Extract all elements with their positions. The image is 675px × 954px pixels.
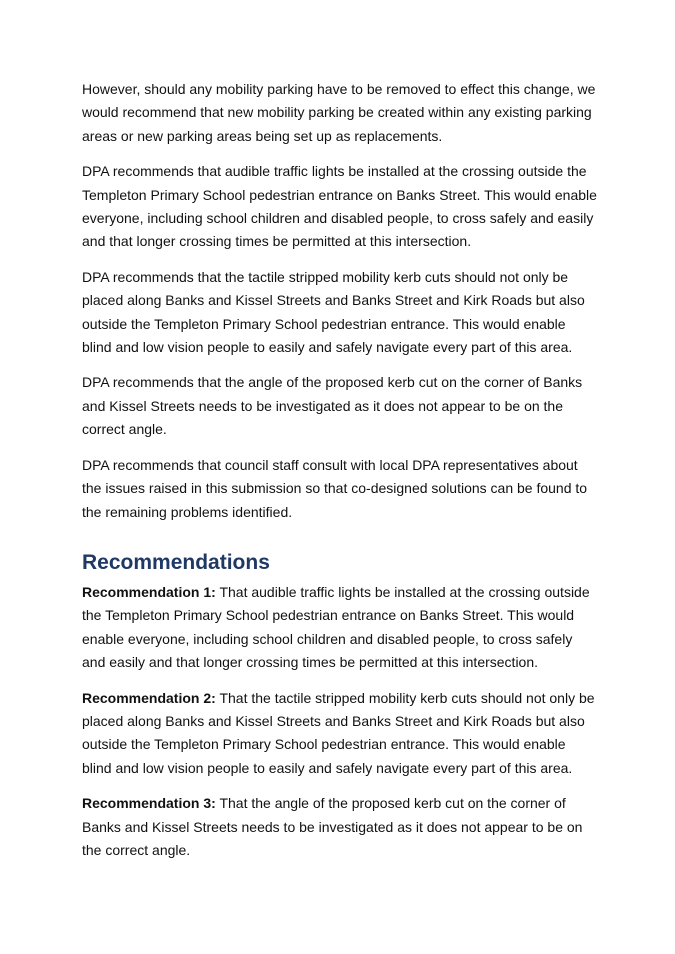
paragraph-mobility-parking: However, should any mobility parking have to be removed to effect this change, we would recommend that new mobility parking be created within any existing parking areas or new parking areas being set up as replacements. — [82, 81, 596, 144]
recommendation-3-text: That the angle of the proposed kerb cut on the corner of Banks and Kissel Streets needs to be investigated as it does not appear to be on the correct angle. — [82, 795, 583, 858]
recommendation-1 — [82, 581, 597, 675]
paragraph-kerb-cut-angle: DPA recommends that the angle of the proposed kerb cut on the corner of Banks and Kissel Streets needs to be investigated as it does not appear to be on the correct angle. — [82, 374, 583, 438]
paragraph-council-consultation: DPA recommends that council staff consult with local DPA representatives about the issues raised in this submission so that co-designed solutions can be found to the remaining problems identified. — [82, 456, 588, 520]
recommendation-2-label: Recommendation 2: — [82, 689, 216, 706]
recommendation-2-text: That the tactile stripped mobility kerb cuts should not only be placed along Banks and Kissel Streets and Banks Street and Kirk Roads but also outside the Templeton Primary School pedestrian entrance. This would enable blind and low vision people to easily and safely navigate every part of this area. — [82, 689, 595, 776]
document-page — [82, 78, 597, 874]
recommendation-3-label: Recommendation 3: — [82, 795, 216, 812]
recommendation-1-label: Recommendation 1: — [82, 583, 216, 600]
recommendation-3 — [82, 792, 597, 862]
recommendation-1-text: That audible traffic lights be installed at the crossing outside the Templeton Primary School pedestrian entrance on Banks Street. This would enable everyone, including school children and disabled people, to cross safely and easily and that longer crossing times be permitted at this intersection. — [82, 583, 590, 671]
paragraph-tactile-kerb-cuts: DPA recommends that the tactile stripped mobility kerb cuts should not only be placed along Banks and Kissel Streets and Banks Street and Kirk Roads but also outside the Templeton Primary School pedestrian entrance. This would enable blind and low vision people to easily and safely navigate every part of this area. — [82, 268, 585, 356]
paragraph-audible-traffic-lights: DPA recommends that audible traffic lights be installed at the crossing outside the Templeton Primary School pedestrian entrance on Banks Street. This would enable everyone, including school children and disabled people, to cross safely and easily and that longer crossing times be permitted at this intersection. — [82, 163, 597, 250]
recommendations-heading: Recommendations — [82, 550, 270, 574]
recommendation-2 — [82, 687, 597, 781]
